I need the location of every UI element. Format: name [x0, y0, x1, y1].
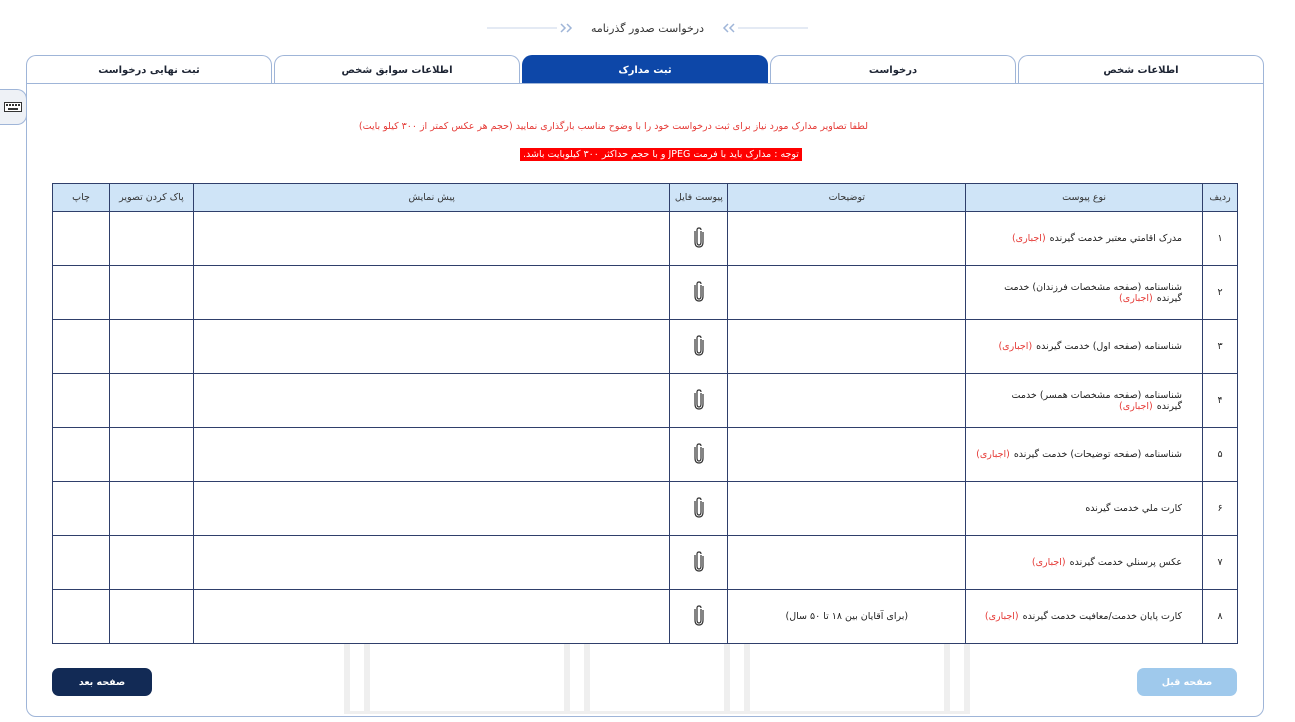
tab-final-submit[interactable]: ثبت نهایی درخواست — [26, 55, 272, 84]
print-cell — [53, 320, 110, 374]
documents-table — [52, 183, 1238, 644]
attachment-type-label: شناسنامه (صفحه اول) خدمت گیرنده — [1036, 341, 1183, 352]
preview-cell — [193, 536, 670, 590]
clear-image-cell — [110, 428, 194, 482]
preview-cell — [193, 266, 670, 320]
file-attachment-cell — [670, 536, 728, 590]
header-preview: پیش نمایش — [193, 184, 670, 212]
attachment-type-label: شناسنامه (صفحه توضیحات) خدمت گیرنده — [1013, 449, 1183, 460]
paperclip-icon[interactable] — [693, 280, 705, 302]
attachment-type-label: کارت پایان خدمت/معافیت خدمت گیرنده — [1022, 611, 1183, 622]
attachment-type — [966, 536, 1203, 590]
required-label: (اجباری) — [1011, 233, 1046, 244]
preview-cell — [193, 590, 670, 644]
file-attachment-cell — [670, 212, 728, 266]
required-label: (اجباری) — [1119, 292, 1153, 304]
print-cell — [53, 482, 110, 536]
page-title: درخواست صدور گذرنامه — [590, 21, 705, 35]
file-attachment-cell — [670, 320, 728, 374]
attachment-type — [966, 212, 1203, 266]
ornament-right-icon — [718, 20, 808, 36]
file-attachment-cell — [670, 482, 728, 536]
print-cell — [53, 266, 110, 320]
print-cell — [53, 374, 110, 428]
paperclip-icon[interactable] — [693, 496, 705, 518]
attachment-type — [966, 590, 1203, 644]
attachment-type-label: عکس پرسنلي خدمت گیرنده — [1069, 557, 1183, 568]
clear-image-cell — [110, 212, 194, 266]
preview-cell — [193, 320, 670, 374]
required-label: (اجباری) — [976, 449, 1010, 460]
required-label: (اجباری) — [1031, 557, 1066, 568]
row-number: ۳ — [1203, 320, 1238, 374]
ornament-left-icon — [487, 20, 577, 36]
header-clear-image: پاک کردن تصویر — [110, 184, 194, 212]
attachment-type — [966, 482, 1203, 536]
print-cell — [53, 212, 110, 266]
attachment-type-label: شناسنامه (صفحه مشخصات همسر) خدمت گیرنده — [1011, 389, 1183, 412]
file-attachment-cell — [670, 374, 728, 428]
preview-cell — [193, 428, 670, 482]
clear-image-cell — [110, 320, 194, 374]
table-row — [53, 428, 1238, 482]
description-cell — [728, 212, 966, 266]
table-row — [53, 482, 1238, 536]
clear-image-cell — [110, 266, 194, 320]
header-print: چاپ — [53, 184, 110, 212]
required-label: (اجباری) — [998, 341, 1033, 352]
table-row — [53, 266, 1238, 320]
attachment-type — [966, 266, 1203, 320]
file-attachment-cell — [670, 266, 728, 320]
file-attachment-cell — [670, 590, 728, 644]
row-number: ۵ — [1203, 428, 1238, 482]
row-number: ۷ — [1203, 536, 1238, 590]
description-cell — [728, 320, 966, 374]
header-row-number: ردیف — [1203, 184, 1238, 212]
table-row — [53, 320, 1238, 374]
required-label: (اجباری) — [984, 611, 1019, 622]
attachment-type-label: مدرک اقامتي معتبر خدمت گیرنده — [1049, 233, 1183, 244]
clear-image-cell — [110, 374, 194, 428]
file-attachment-cell — [670, 428, 728, 482]
description-cell — [728, 536, 966, 590]
attachment-type-label: کارت ملي خدمت گیرنده — [1085, 503, 1183, 514]
description-cell — [728, 266, 966, 320]
paperclip-icon[interactable] — [693, 226, 705, 248]
header-attachment-type: نوع پیوست — [966, 184, 1203, 212]
keyboard-icon — [4, 102, 22, 112]
virtual-keyboard-toggle[interactable] — [0, 89, 27, 125]
previous-page-button[interactable]: صفحه قبل — [1137, 668, 1237, 696]
table-row — [53, 536, 1238, 590]
row-number: ۶ — [1203, 482, 1238, 536]
table-row — [53, 590, 1238, 644]
description-cell — [728, 482, 966, 536]
table-row — [53, 374, 1238, 428]
description-cell — [728, 428, 966, 482]
clear-image-cell — [110, 482, 194, 536]
print-cell — [53, 590, 110, 644]
tab-person-info[interactable]: اطلاعات شخص — [1018, 55, 1264, 84]
paperclip-icon[interactable] — [693, 388, 705, 410]
row-number: ۱ — [1203, 212, 1238, 266]
print-cell — [53, 428, 110, 482]
preview-cell — [193, 374, 670, 428]
next-page-button[interactable]: صفحه بعد — [52, 668, 152, 696]
clear-image-cell — [110, 536, 194, 590]
paperclip-icon[interactable] — [693, 334, 705, 356]
paperclip-icon[interactable] — [693, 550, 705, 572]
header-file-attachment: پیوست فایل — [670, 184, 728, 212]
table-header-row — [53, 184, 1238, 212]
required-label: (اجباری) — [1119, 400, 1153, 412]
tab-request[interactable]: درخواست — [770, 55, 1016, 84]
paperclip-icon[interactable] — [693, 442, 705, 464]
print-cell — [53, 536, 110, 590]
row-number: ۸ — [1203, 590, 1238, 644]
table-row — [53, 212, 1238, 266]
tab-person-history[interactable]: اطلاعات سوابق شخص — [274, 55, 520, 84]
description-cell: (برای آقایان بین ۱۸ تا ۵۰ سال) — [728, 590, 966, 644]
page-header — [0, 20, 1295, 36]
attachment-type — [966, 320, 1203, 374]
clear-image-cell — [110, 590, 194, 644]
preview-cell — [193, 212, 670, 266]
wizard-tabs — [26, 55, 1264, 84]
header-description: توضیحات — [728, 184, 966, 212]
row-number: ۴ — [1203, 374, 1238, 428]
attachment-type — [966, 428, 1203, 482]
upload-instructions: لطفا تصاویر مدارک مورد نیاز برای ثبت درخواست خود را با وضوح مناسب بارگذاری نمایید (حجم هر عکس کمتر از ۳۰۰ کیلو بایت) — [358, 121, 868, 132]
attachment-type — [966, 374, 1203, 428]
attachment-type-label: شناسنامه (صفحه مشخصات فرزندان) خدمت گیرنده — [1004, 281, 1183, 304]
format-warning: توجه : مدارک باید با فرمت JPEG و با حجم حداکثر ۳۰۰ کیلوبایت باشد. — [520, 148, 802, 161]
paperclip-icon[interactable] — [693, 604, 705, 626]
preview-cell — [193, 482, 670, 536]
tab-documents[interactable]: ثبت مدارک — [522, 55, 768, 84]
row-number: ۲ — [1203, 266, 1238, 320]
description-cell — [728, 374, 966, 428]
